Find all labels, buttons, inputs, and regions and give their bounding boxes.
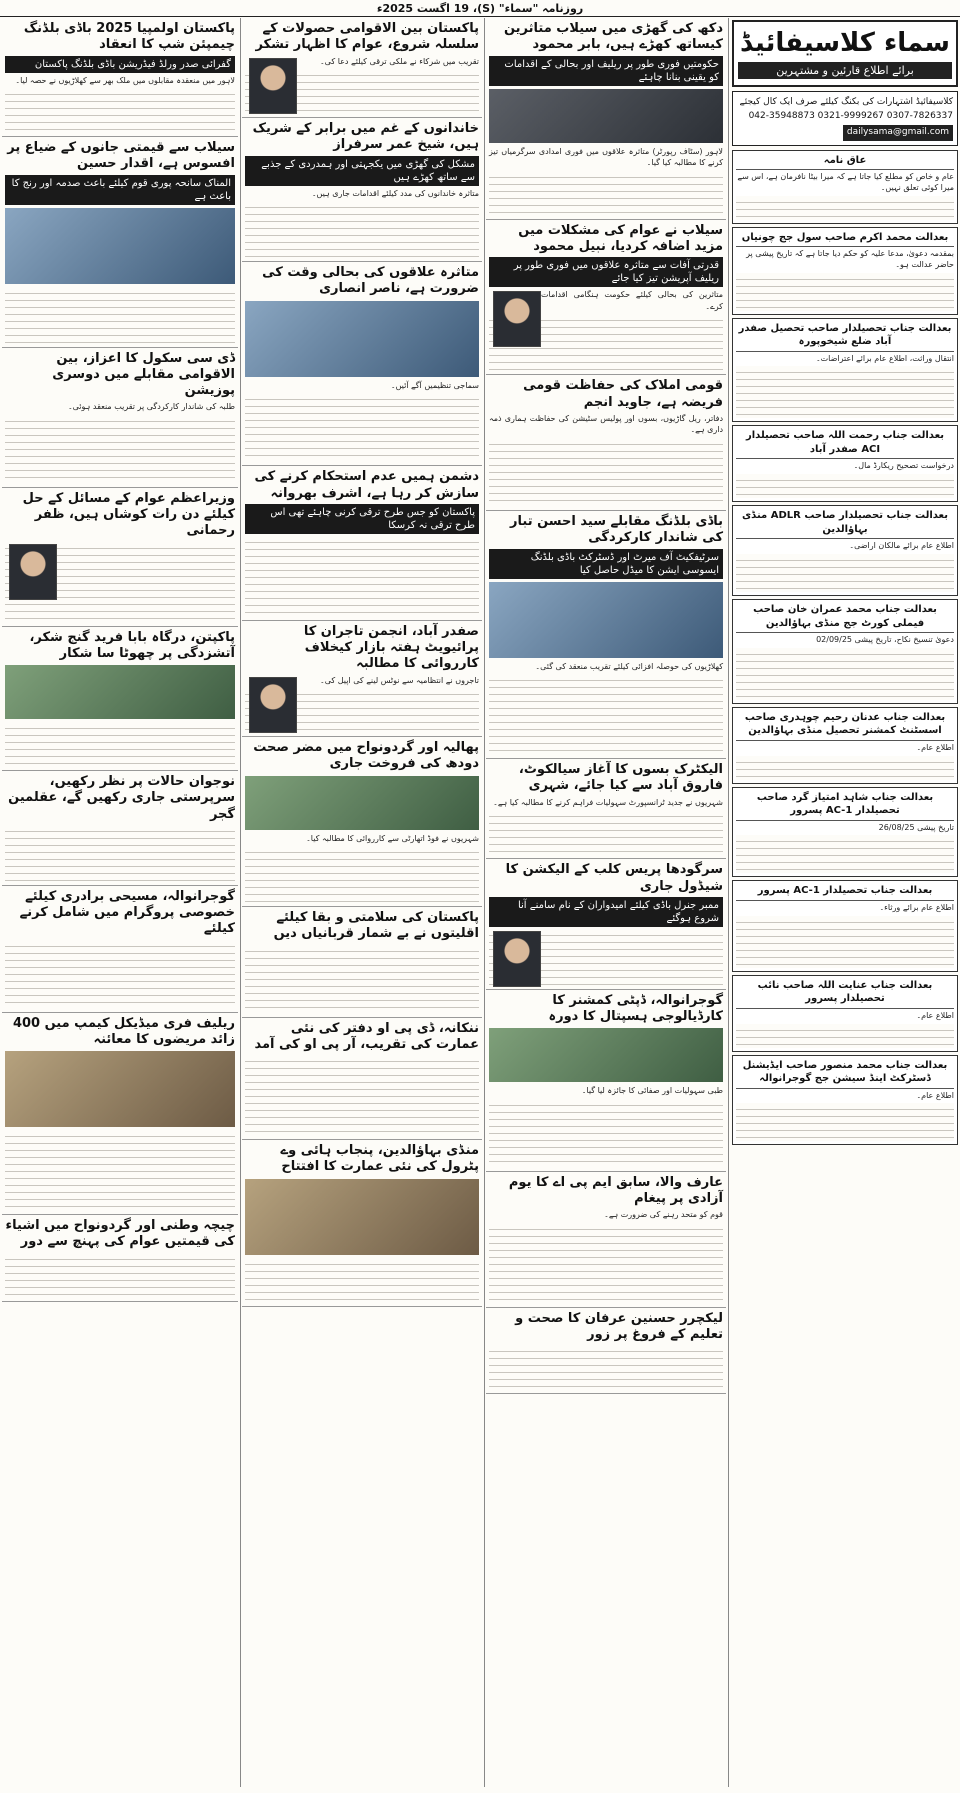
news-article [486,511,726,759]
news-article [2,771,238,886]
article-subheadline: پاکستان کو جس طرح ترقی کرنی چاہئے تھی اس طرح ترقی نہ کرسکا [245,504,479,534]
article-subheadline: سرٹیفکیٹ آف میرٹ اور ڈسٹرکٹ باڈی بلڈنگ ایسوسی ایشن کا میڈل حاصل کیا [489,549,723,579]
legal-notice [732,787,958,878]
article-body: طبی سہولیات اور صفائی کا جائزہ لیا گیا۔ [581,1086,723,1096]
news-article [242,907,482,1018]
column-divider [484,18,485,1787]
article-headline[interactable]: منڈی بہاؤالدین، پنجاب ہائی وے پٹرول کی نئی عمارت کا افتتاح [280,1143,479,1175]
article-subheadline: قدرتی آفات سے متاثرہ علاقوں میں فوری طور پر ریلیف آپریشن تیز کیا جائے [489,257,723,287]
classified-subtitle: برائے اطلاع قارئین و مشتہرین [738,62,952,79]
news-photo [245,776,479,830]
author-portrait [493,931,541,987]
news-article [242,1018,482,1141]
article-body: سماجی تنظیمیں آگے آئیں۔ [390,380,479,390]
text-lines [5,88,235,132]
legal-notice [732,975,958,1052]
news-article [486,859,726,990]
text-lines [5,287,235,343]
news-article [2,18,238,137]
article-headline[interactable]: پھالیہ اور گردونواح میں مضر صحت دودھ کی فروخت جاری [253,740,479,772]
article-body: شہریوں نے جدید ٹرانسپورٹ سہولیات فراہم کرنے کا مطالبہ کیا ہے۔ [493,797,723,807]
text-lines [736,554,954,592]
legal-notice [732,227,958,315]
news-article [242,737,482,907]
contact-text: کلاسیفائیڈ اشتہارات کی بکنگ کیلئے صرف ایک کال کیجئے [739,97,953,107]
text-lines [245,201,479,257]
news-photo [5,208,235,284]
news-photo [489,1028,723,1082]
news-column-2 [486,18,726,1787]
legal-notice [732,880,958,971]
notice-heading: بعدالت جناب عنایت اللہ صاحب نائب تحصیلدار پسرور [736,979,954,1009]
news-photo [245,301,479,377]
article-subheadline: مشکل کی گھڑی میں یکجہتی اور ہمدردی کے جذبے سے ساتھ کھڑے ہیں [245,156,479,186]
article-headline[interactable]: عارف والا، سابق ایم پی اے کا یوم آزادی پر پیغام [508,1174,723,1207]
text-lines [245,945,479,1013]
article-headline[interactable]: سرگودھا پریس کلب کے الیکشن کا شیڈول جاری [505,862,723,894]
news-article [2,137,238,348]
news-article [2,627,238,772]
author-portrait [9,544,57,600]
legal-notice [732,707,958,784]
news-article [2,348,238,488]
notice-body: اطلاع عام۔ [916,1010,954,1020]
text-lines [489,674,723,754]
notice-heading: بعدالت جناب تحصیلدار صاحب ADLR منڈی بہاؤالدین [736,509,954,539]
text-lines [736,273,954,311]
article-headline[interactable]: سیلاب نے عوام کی مشکلات میں مزید اضافہ کردیا، نبیل محمود [518,222,723,254]
text-lines [489,1223,723,1303]
news-article [486,1172,726,1308]
article-body: طلبہ کی شاندار کارکردگی پر تقریب منعقد ہوئی۔ [67,402,235,412]
notice-body: اطلاع عام۔ [916,1090,954,1100]
article-headline[interactable]: سیلاب سے قیمتی جانوں کے ضیاع پر افسوس ہے، اقدار حسین [7,140,235,172]
news-photo [5,665,235,719]
notice-heading: بعدالت جناب محمد منصور صاحب ایڈیشنل ڈسٹرکٹ اینڈ سیشن جج گوجرانوالہ [736,1059,954,1089]
classified-banner [732,20,958,87]
classified-contact-box [732,91,958,146]
text-lines [736,474,954,498]
text-lines [5,415,235,483]
news-photo [5,1051,235,1127]
notice-heading: بعدالت جناب شاہد امتیاز گرد صاحب تحصیلدار AC-1 پسرور [736,791,954,821]
article-headline[interactable]: پاکستان اولمپیا 2025 باڈی بلڈنگ چیمپئن شپ کا انعقاد [23,21,235,53]
article-headline[interactable]: چیچہ وطنی اور گردونواح میں اشیاء کی قیمتیں عوام کی پہنچ سے دور [5,1218,235,1250]
article-headline[interactable]: لیکچرر حسنین عرفان کا صحت و تعلیم کے فروغ پر زور [515,1310,723,1343]
text-lines [736,196,954,220]
legal-notice [732,425,958,502]
news-article [242,118,482,262]
text-lines [5,1253,235,1297]
legal-notice [732,505,958,596]
notice-heading: بعدالت جناب تحصیلدار صاحب تحصیل صفدر آباد ضلع شیخوپورہ [736,322,954,352]
text-lines [245,393,479,461]
text-lines [489,810,723,854]
article-headline[interactable]: نوجوان حالات پر نظر رکھیں، سرپرستی جاری رکھیں گے، عقلمین گجر [8,774,235,822]
legal-notice [732,599,958,704]
news-article [242,262,482,466]
article-body: کھلاڑیوں کی حوصلہ افزائی کیلئے تقریب منعقد کی گئی۔ [535,661,723,671]
text-lines [489,1345,723,1389]
text-lines [736,1103,954,1141]
news-article [486,759,726,859]
notice-body: عام و خاص کو مطلع کیا جاتا ہے کہ میرا بیٹا نافرمان ہے، اس سے میرا کوئی تعلق نہیں۔ [737,172,954,192]
legal-notice [732,150,958,224]
article-headline[interactable]: گوجرانوالہ، ڈپٹی کمشنر کا کارڈیالوجی ہسپتال کا دورہ [548,992,723,1024]
notice-body: اطلاع عام برائے مالکان اراضی۔ [849,541,954,551]
text-lines [736,835,954,873]
article-body: قوم کو متحد رہنے کی ضرورت ہے۔ [604,1210,723,1220]
text-lines [489,1099,723,1167]
article-subheadline: المناک سانحہ پوری قوم کیلئے باعث صدمہ اور رنج کا باعث ہے [5,175,235,205]
author-portrait [249,58,297,114]
article-headline[interactable]: باڈی بلڈنگ مقابلے سید احسن تبار کی شاندار کارکردگی [510,514,723,546]
article-headline[interactable]: الیکٹرک بسوں کا آغاز سیالکوٹ، فاروق آباد سے کیا جائے، شہری [518,762,723,794]
notice-heading: بعدالت محمد اکرم صاحب سول جج چونیاں [736,231,954,248]
text-lines [736,648,954,700]
notice-heading: بعدالت جناب عدنان رحیم چوہدری صاحب اسسٹنٹ کمشنر تحصیل منڈی بہاؤالدین [736,711,954,741]
notice-body: درخواست تصحیح ریکارڈ مال۔ [853,461,954,471]
article-subheadline: حکومتیں فوری طور پر ریلیف اور بحالی کے اقدامات کو یقینی بنانا چاہئے [489,56,723,86]
news-photo [489,582,723,658]
news-photo [245,1179,479,1255]
news-article [486,375,726,511]
column-divider [728,18,729,1787]
text-lines [245,1055,479,1135]
article-subheadline: ممبر جنرل باڈی کیلئے امیدواران کے نام سامنے آنا شروع ہوگئے [489,897,723,927]
article-headline[interactable]: پاکستان بین الاقوامی حصولات کے سلسلہ شروع، عوام کا اظہار تشکر [255,21,479,53]
news-article [242,1140,482,1307]
classified-title: سماء کلاسیفائیڈ [739,28,951,58]
text-lines [736,366,954,418]
article-body: لاہور (سٹاف رپورٹر) متاثرہ علاقوں میں فوری امدادی سرگرمیاں تیز کرنے کا مطالبہ کیا گیا۔ [489,146,723,168]
text-lines [489,171,723,215]
author-portrait [249,677,297,733]
article-headline[interactable]: دکھ کی گھڑی میں سیلاب متاثرین کیساتھ کھڑے ہیں، بابر محمود [503,21,723,53]
news-article [486,18,726,220]
article-headline[interactable]: قومی املاک کی حفاظت قومی فریضہ ہے، جاوید انجم [523,378,723,410]
masthead: روزنامہ "سماء" (S)، 19 اگست 2025ء [0,0,960,17]
news-column-3 [242,18,482,1787]
news-article [486,990,726,1172]
text-lines [736,756,954,780]
article-body: شہریوں نے فوڈ اتھارٹی سے کارروائی کا مطالبہ کیا۔ [306,833,479,843]
article-headline[interactable]: گوجرانوالہ، مسیحی برادری کیلئے خصوصی پروگرام میں شامل کرنے کیلئے [19,888,235,937]
news-photo [489,89,723,143]
article-headline[interactable]: پاکستان کی سلامتی و بقا کیلئے اقلیتوں نے بے شمار قربانیاں دیں [273,910,479,942]
news-article [2,488,238,627]
article-headline[interactable]: صفدر آباد، انجمن تاجران کا پرائیویٹ ہفتہ بازار کیخلاف کارروائی کا مطالبہ [303,623,479,672]
legal-notice [732,1055,958,1146]
news-article [242,466,482,621]
article-body: متاثرہ خاندانوں کی مدد کیلئے اقدامات جاری ہیں۔ [311,188,479,198]
text-lines [245,846,479,902]
article-body: تقریب میں شرکاء نے ملکی ترقی کیلئے دعا کی۔ [319,56,479,66]
news-article [486,220,726,376]
article-headline[interactable]: وزیراعظم عوام کے مسائل کے حل کیلئے دن رات کوشاں ہیں، ظفر رحمانی [22,490,235,539]
article-headline[interactable]: ننکانہ، ڈی پی او دفتر کی نئی عمارت کی تقریب، آر پی او کی آمد [254,1020,479,1052]
news-article [2,1215,238,1302]
article-body: دفاتر، ریل گاڑیوں، بسوں اور پولیس سٹیشن کی حفاظت ہماری ذمہ داری ہے۔ [489,413,723,435]
column-divider [240,18,241,1787]
notice-body: تاریخ پیشی 26/08/25 [878,822,954,832]
notice-heading: بعدالت جناب محمد عمران خان صاحب فیملی کورٹ جج منڈی بہاؤالدین [736,603,954,633]
text-lines [5,940,235,1008]
legal-notice [732,318,958,423]
news-article [486,1308,726,1395]
classified-column [730,18,960,1787]
text-lines [5,1130,235,1210]
news-column-4 [2,18,238,1787]
notice-body: انتقال وراثت، اطلاع عام برائے اعتراضات۔ [815,353,954,363]
notice-body: اطلاع عام برائے ورثاء۔ [879,902,954,912]
article-headline[interactable]: پاکپتن، درگاہ بابا فرید گنج شکر، آتشزدگی پر چھوٹا سا شکار [29,629,235,661]
text-lines [245,536,479,616]
article-headline[interactable]: ریلیف فری میڈیکل کیمپ میں 400 زائد مریضوں کا معائنہ [12,1015,235,1047]
article-headline[interactable]: خاندانوں کے غم میں برابر کے شریک ہیں، شیخ عمر سرفراز [252,121,479,153]
text-lines [5,722,235,766]
text-lines [736,1024,954,1048]
text-lines [736,916,954,968]
news-article [2,886,238,1013]
text-lines [489,438,723,506]
article-headline[interactable]: دشمن ہمیں عدم استحکام کرنے کی سازش کر رہا ہے، اشرف بھروانہ [254,469,479,501]
contact-email[interactable]: dailysama@gmail.com [843,125,953,141]
article-body: لاہور میں منعقدہ مقابلوں میں ملک بھر سے کھلاڑیوں نے حصہ لیا۔ [15,75,235,85]
notice-body: دعویٰ تنسیخ نکاح، تاریخ پیشی 02/09/25 [816,635,954,645]
notice-heading: عاق نامہ [736,154,954,171]
news-article [242,18,482,118]
notice-heading: بعدالت جناب رحمت اللہ صاحب تحصیلدار ACI صفدر آباد [736,429,954,459]
notice-list [730,150,960,1146]
article-subheadline: گفرائی صدر ورلڈ فیڈریشن باڈی بلڈنگ پاکستان [5,56,235,73]
notice-body: بمقدمہ دعویٰ، مدعا علیہ کو حکم دیا جاتا ہے کہ تاریخ پیشی پر حاضر عدالت ہو۔ [746,249,954,269]
article-body: متاثرین کی بحالی کیلئے حکومت ہنگامی اقدامات کرے۔ [541,290,723,311]
news-article [242,621,482,737]
article-headline[interactable]: متاثرہ علاقوں کی بحالی وقت کی ضرورت ہے، ناصر انصاری [262,265,479,297]
article-headline[interactable]: ڈی سی سکول کا اعزاز، بین الاقوامی مقابلے میں دوسری پوزیشن [52,350,235,399]
notice-heading: بعدالت جناب تحصیلدار AC-1 پسرور [736,884,954,901]
contact-phones: 042-35948873 0321-9999267 0307-7826337 [748,110,953,121]
text-lines [5,825,235,881]
notice-body: اطلاع عام۔ [916,742,954,752]
author-portrait [493,291,541,347]
text-lines [245,1258,479,1302]
article-body: تاجروں نے انتظامیہ سے نوٹس لینے کی اپیل کی۔ [320,675,479,685]
news-article [2,1013,238,1216]
